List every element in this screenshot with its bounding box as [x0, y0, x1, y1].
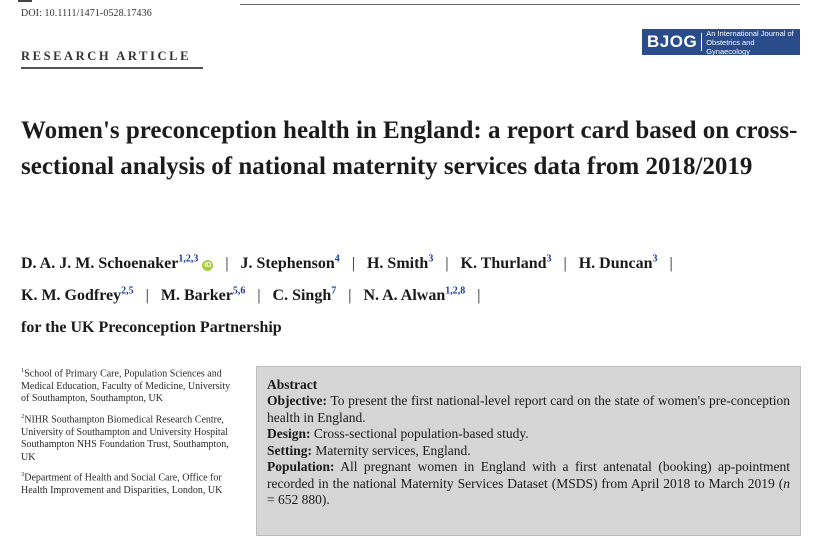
author-separator: | [669, 255, 673, 272]
author-name: H. Duncan [578, 255, 653, 272]
author[interactable] [273, 287, 337, 304]
author[interactable] [21, 255, 198, 272]
author[interactable] [461, 255, 552, 272]
journal-logo-mark: BJOG [647, 32, 698, 51]
objective-label: Objective: [267, 393, 327, 408]
author-separator: | [225, 255, 229, 272]
author-separator: | [477, 287, 481, 304]
author-list [21, 248, 811, 344]
orcid-icon[interactable]: iD [204, 262, 212, 269]
journal-logo[interactable] [642, 29, 800, 55]
design-label: Design: [267, 426, 311, 441]
setting-label: Setting: [267, 442, 312, 458]
abstract-design [267, 426, 790, 443]
author-name: M. Barker [160, 287, 233, 304]
affiliations [21, 365, 239, 502]
affiliation-number: 1 [21, 367, 25, 374]
author-name: H. Smith [366, 255, 429, 272]
author[interactable] [161, 287, 245, 304]
population-text: All pregnant women in England with a first antenatal (booking) ap-pointment recorded in the national Maternity Services Dataset (MSDS) from April 2018 to March 2019 ( [267, 459, 790, 491]
author-affiliation: 5,6 [232, 285, 246, 297]
author-affiliation: 3 [546, 253, 552, 265]
author-affiliation: 1,2,3 [178, 253, 199, 265]
population-n-value: = 652 880). [267, 492, 330, 507]
author-affiliation: 1,2,8 [445, 285, 466, 297]
abstract-heading: Abstract [267, 377, 318, 392]
doi[interactable]: DOI: 10.1111/1471-0528.17436 [21, 8, 152, 19]
author[interactable] [21, 287, 134, 304]
design-text: Cross-sectional population-based study. [313, 426, 529, 441]
affiliation-item [21, 469, 239, 497]
section-underline [21, 67, 203, 69]
author[interactable] [367, 255, 433, 272]
author-separator: | [257, 287, 261, 304]
author-separator: | [351, 255, 355, 272]
author-name: K. Thurland [460, 255, 547, 272]
author-affiliation: 4 [334, 253, 340, 265]
affiliation-item [21, 365, 239, 406]
affiliation-text: Department of Health and Social Care, Office for Health Improvement and Disparities, London, UK [21, 472, 223, 496]
affiliation-text: NIHR Southampton Biomedical Research Centre, University of Southampton and University Hospital Southampton NHS Foundation Trust, Southampton, UK [21, 414, 229, 463]
article-title: Women's preconception health in England: a report card based on cross-sectional analysis of national maternity services data from 2018/2019 [21, 117, 798, 180]
author-group: for the UK Preconception Partnership [21, 319, 282, 336]
objective-text: To present the first national-level report card on the state of women's pre-conception health in England. [267, 393, 790, 425]
author-name: C. Singh [272, 287, 332, 304]
author-name: D. A. J. M. Schoenaker [21, 255, 179, 272]
author-affiliation: 3 [652, 253, 658, 265]
affiliation-item [21, 411, 239, 464]
affiliation-number: 3 [21, 471, 25, 479]
author-separator: | [563, 255, 567, 272]
journal-logo-line1: An International Journal of [706, 28, 794, 38]
author-affiliation: 2,5 [121, 285, 134, 297]
author[interactable] [579, 255, 658, 272]
author-name: K. M. Godfrey [21, 287, 122, 304]
author[interactable] [363, 287, 465, 304]
abstract-setting [267, 443, 790, 460]
author-name: N. A. Alwan [363, 287, 446, 304]
top-rule [240, 4, 800, 5]
author-affiliation: 3 [428, 253, 434, 265]
affiliation-text: School of Primary Care, Population Sciences and Medical Education, Faculty of Medicine, University of Southampton, Southampton, UK [21, 368, 231, 405]
abstract-population [267, 459, 790, 509]
journal-logo-text [706, 29, 800, 56]
top-tick [18, 0, 32, 2]
author-separator: | [445, 255, 449, 272]
population-label: Population: [267, 459, 335, 474]
author-separator: | [348, 287, 352, 304]
author-name: J. Stephenson [240, 255, 335, 272]
affiliation-number: 2 [21, 412, 25, 420]
logo-separator [701, 33, 702, 51]
setting-text: Maternity services, England. [315, 442, 471, 458]
abstract-objective [267, 393, 790, 426]
journal-logo-line2: Obstetrics and Gynaecology [706, 37, 755, 56]
author-affiliation: 7 [331, 285, 337, 297]
population-n-var: n [783, 475, 790, 491]
section-label: RESEARCH ARTICLE [21, 49, 192, 63]
author[interactable] [241, 255, 340, 272]
author-separator: | [145, 287, 149, 304]
abstract-box [256, 366, 801, 536]
